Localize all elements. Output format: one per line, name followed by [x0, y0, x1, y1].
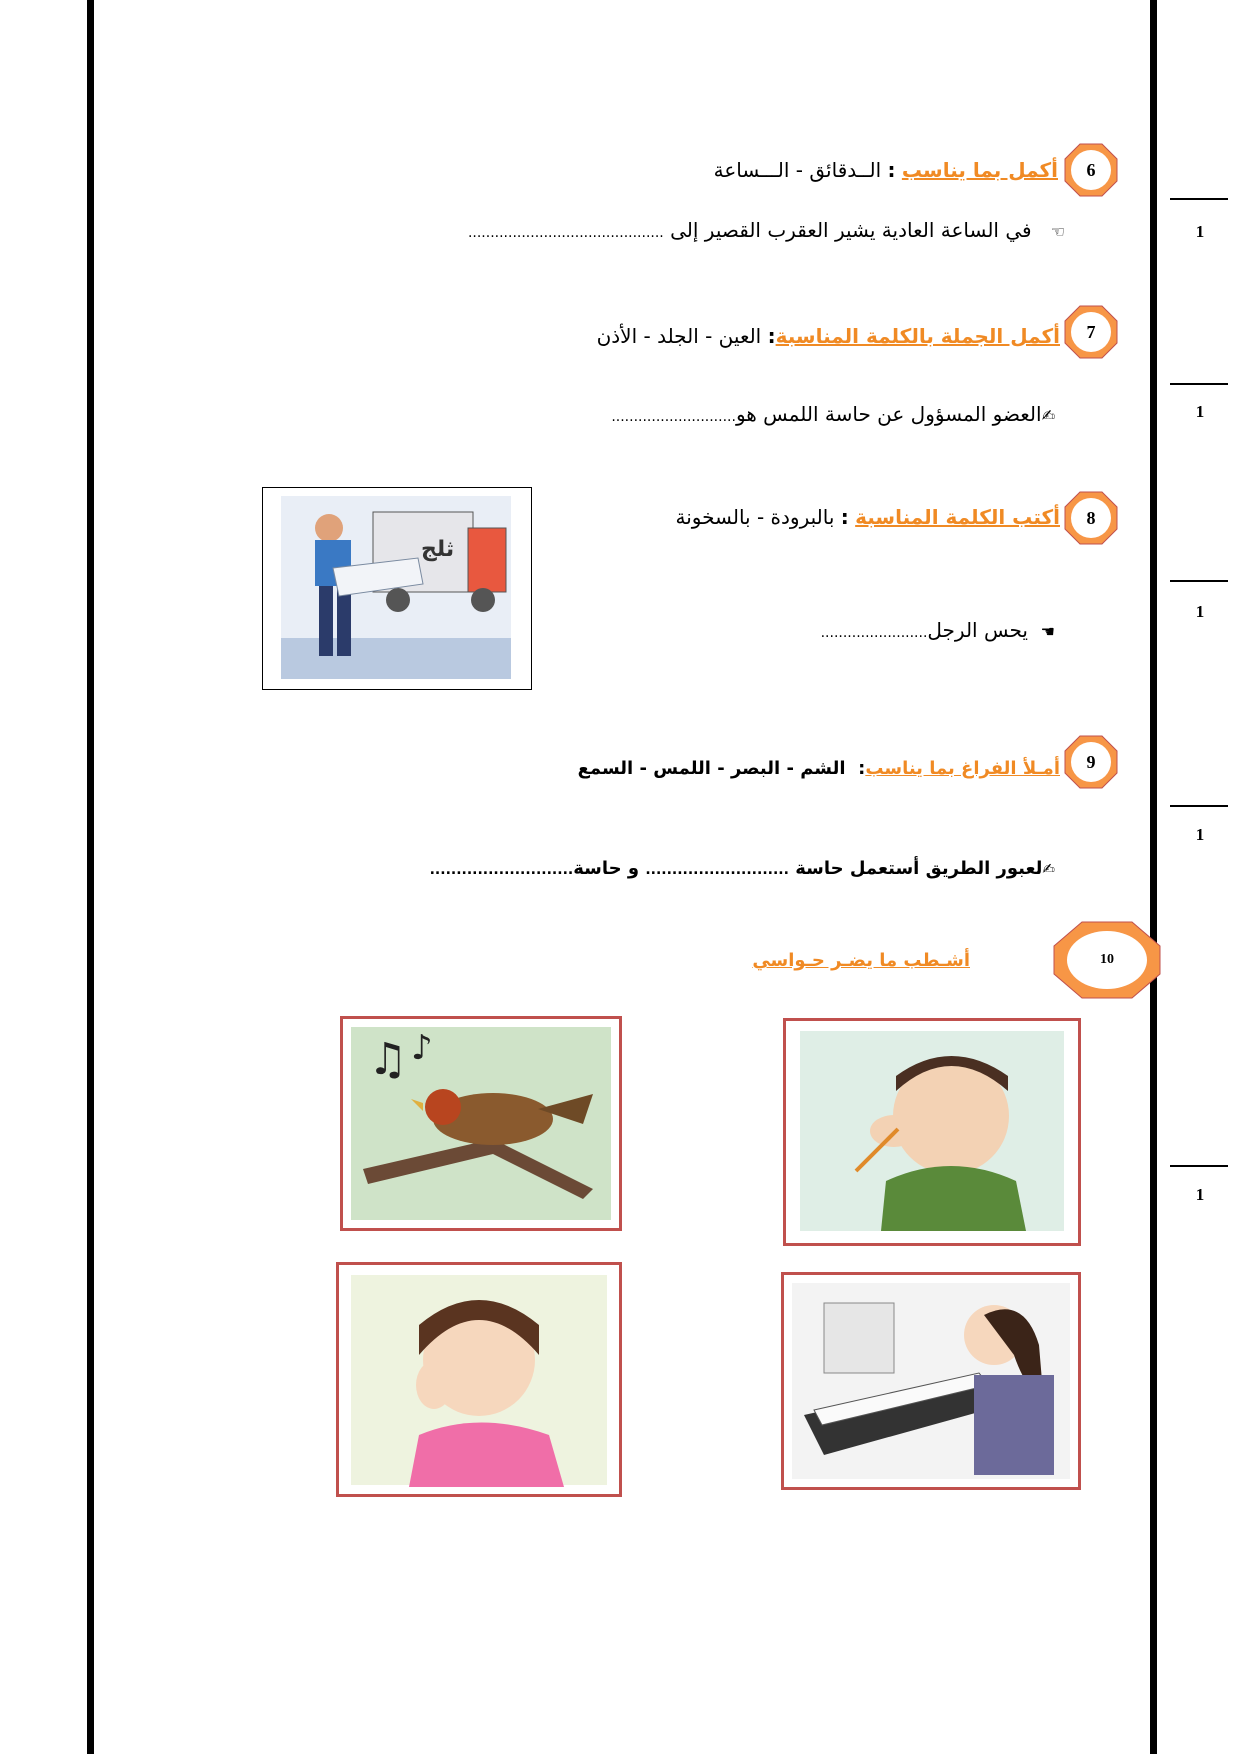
- q8-image-frame: [262, 487, 532, 690]
- writing-hand-icon: ✍: [1042, 860, 1055, 878]
- bird-singing-illustration: [343, 1019, 619, 1228]
- writing-hand-icon: ✍: [1041, 406, 1055, 425]
- score-line: [1170, 580, 1228, 582]
- q10-number-badge: 10: [1052, 920, 1162, 1000]
- q9-blank-a[interactable]: ...........................: [645, 862, 789, 878]
- score-line: [1170, 1165, 1228, 1167]
- q6-score: 1: [1195, 222, 1205, 241]
- q7-number-badge: 7: [1063, 304, 1119, 360]
- q9-colon: :: [858, 758, 866, 779]
- pointing-hand-icon: ☚: [1040, 622, 1055, 641]
- q6-sentence: في الساعة العادية يشير العقرب القصير إلى: [670, 218, 1032, 242]
- q6-sentence-row: [468, 218, 1065, 242]
- q6-options: الــدقائق - الـــساعة: [713, 158, 882, 182]
- q9-blank-b[interactable]: ...........................: [429, 862, 574, 878]
- picture-girl-piano[interactable]: [781, 1272, 1081, 1490]
- q10-title: أشـطب ما يضـر حـواسي: [752, 950, 970, 971]
- q8-title: أكتب الكلمة المناسبة: [855, 505, 1060, 529]
- q7-sentence: العضو المسؤول عن حاسة اللمس هو: [735, 402, 1042, 426]
- q8-options: بالبرودة - بالسخونة: [675, 505, 835, 529]
- q10-header: [752, 950, 970, 971]
- page-border-right: [1150, 0, 1157, 1754]
- q8-sentence-row: [821, 618, 1055, 642]
- q9-sentence-b: و حاسة: [573, 858, 640, 879]
- q6-header: [714, 158, 1058, 182]
- score-line: [1170, 383, 1228, 385]
- q9-options: الشم - البصر - اللمس - السمع: [577, 758, 846, 779]
- music-note-icon: ♫: [368, 1034, 408, 1085]
- q6-blank[interactable]: ............................................: [467, 225, 664, 241]
- q7-blank[interactable]: ............................: [611, 409, 736, 425]
- q8-header: [675, 505, 1060, 529]
- q7-header: [597, 324, 1060, 348]
- ice-delivery-illustration: [263, 488, 529, 687]
- q8-number-badge: 8: [1063, 490, 1119, 546]
- pointing-hand-icon: ☜: [1050, 222, 1065, 241]
- girl-eye-illustration: [339, 1265, 619, 1494]
- page-border-left: [87, 0, 94, 1754]
- q7-score: 1: [1195, 402, 1205, 421]
- q9-sentence-a: لعبور الطريق أستعمل حاسة: [795, 858, 1043, 879]
- q8-colon: :: [840, 505, 849, 529]
- q8-score: 1: [1195, 602, 1205, 621]
- q9-title: أمـلأ الفراغ بما يناسب: [865, 758, 1060, 779]
- ice-label: ثلج: [421, 537, 455, 562]
- q9-number-badge: 9: [1063, 734, 1119, 790]
- boy-ear-illustration: [786, 1021, 1078, 1243]
- q7-sentence-row: [611, 402, 1055, 426]
- music-note-icon: ♪: [411, 1028, 433, 1068]
- q8-blank[interactable]: ........................: [820, 625, 928, 641]
- picture-bird-singing[interactable]: [340, 1016, 622, 1231]
- score-line: [1170, 805, 1228, 807]
- q9-score: 1: [1195, 825, 1205, 844]
- q6-title: أكمل بما يناسب: [901, 158, 1058, 182]
- q9-sentence-row: [430, 858, 1055, 879]
- girl-piano-illustration: [784, 1275, 1078, 1487]
- q9-header: [578, 758, 1060, 779]
- q7-title: أكمل الجملة بالكلمة المناسبة: [775, 324, 1060, 348]
- q7-options: العين - الجلد - الأذن: [596, 324, 762, 348]
- q6-number-badge: 6: [1063, 142, 1119, 198]
- q6-colon: :: [887, 158, 896, 182]
- q7-colon: :: [767, 324, 776, 348]
- q10-score: 1: [1195, 1185, 1205, 1204]
- q8-sentence: يحس الرجل: [927, 618, 1028, 642]
- score-line: [1170, 198, 1228, 200]
- picture-girl-rubbing-eye[interactable]: [336, 1262, 622, 1497]
- picture-boy-ear-cleaning[interactable]: [783, 1018, 1081, 1246]
